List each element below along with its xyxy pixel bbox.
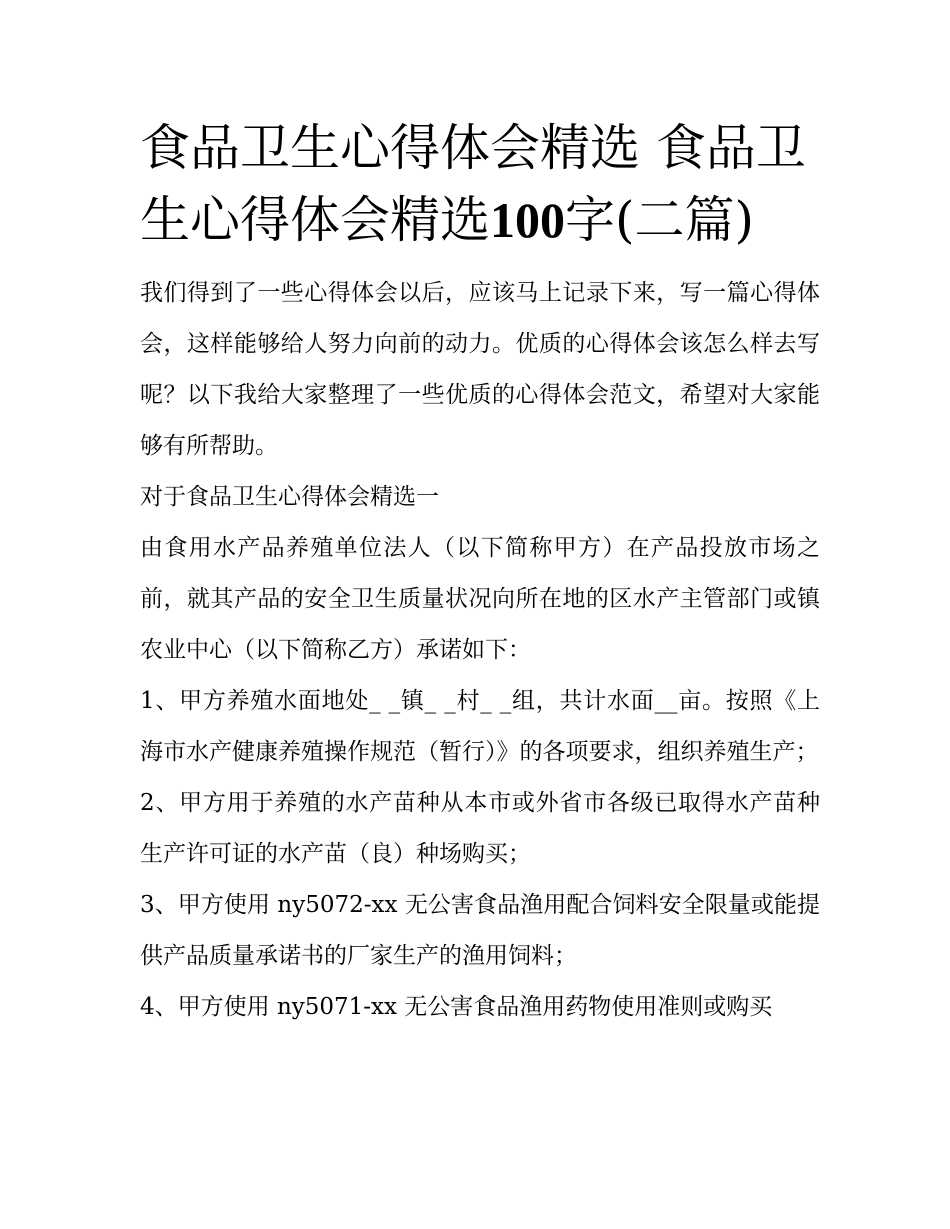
title-text: 食品卫生心得体会精选 食品卫生心得体会精选 (140, 119, 806, 249)
list-item-3: 3、甲方使用 ny5072-xx 无公害食品渔用配合饲料安全限量或能提供产品质量承诺书的厂家生产的渔用饲料； (140, 892, 820, 969)
document-page (140, 112, 820, 1033)
intro-paragraph: 我们得到了一些心得体会以后，应该马上记录下来，写一篇心得体会，这样能够给人努力向前的动力。优质的心得体会该怎么样去写呢？以下我给大家整理了一些优质的心得体会范文，希望对大家能够有所帮助。 (140, 280, 820, 459)
list-item-1: 1、甲方养殖水面地处_ _镇_ _村_ _组，共计水面__亩。按照《上海市水产健康养殖操作规范（暂行）》的各项要求，组织养殖生产； (140, 688, 820, 765)
title-number: 100 (490, 192, 565, 248)
section-heading: 对于食品卫生心得体会精选一 (140, 484, 439, 510)
list-item-4: 4、甲方使用 ny5071-xx 无公害食品渔用药物使用准则或购买 (140, 994, 773, 1020)
document-title (140, 112, 820, 256)
title-suffix: 字(二篇) (565, 191, 755, 249)
list-item-2: 2、甲方用于养殖的水产苗种从本市或外省市各级已取得水产苗种生产许可证的水产苗（良）种场购买； (140, 790, 820, 867)
body-paragraph: 由食用水产品养殖单位法人（以下简称甲方）在产品投放市场之前，就其产品的安全卫生质量状况向所在地的区水产主管部门或镇农业中心（以下简称乙方）承诺如下： (140, 535, 820, 663)
